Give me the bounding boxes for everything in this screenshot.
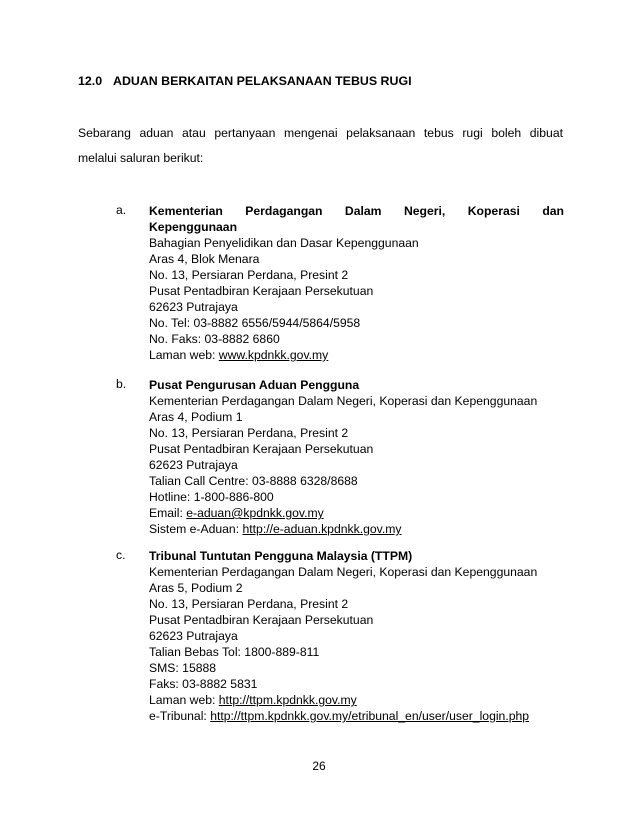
- entry-marker: a.: [116, 203, 127, 217]
- email-label: Email:: [149, 506, 187, 520]
- etribunal-line: [149, 708, 564, 724]
- entry-line: Aras 4, Podium 1: [149, 410, 243, 424]
- contact-entry-a: [116, 203, 564, 363]
- entry-line: 62623 Putrajaya: [149, 629, 238, 643]
- section-number: 12.0: [78, 74, 103, 88]
- website-link[interactable]: www.kpdnkk.gov.my: [218, 348, 329, 362]
- intro-paragraph: [78, 121, 563, 171]
- entry-line: No. 13, Persiaran Perdana, Presint 2: [149, 597, 349, 611]
- contact-entry-c: [116, 548, 564, 724]
- entry-line: Talian Call Centre: 03-8888 6328/8688: [149, 474, 358, 488]
- entry-title-continued: Kepenggunaan: [149, 220, 238, 234]
- section-heading: [78, 74, 412, 88]
- eaduan-line: [149, 521, 564, 537]
- contact-entry-b: [116, 377, 564, 537]
- entry-line: No. Faks: 03-8882 6860: [149, 332, 280, 346]
- entry-line: Aras 5, Podium 2: [149, 581, 243, 595]
- website-label: Laman web:: [149, 348, 219, 362]
- entry-line: Hotline: 1-800-886-800: [149, 490, 274, 504]
- entry-line: Pusat Pentadbiran Kerajaan Persekutuan: [149, 284, 374, 298]
- entry-line: No. Tel: 03-8882 6556/5944/5864/5958: [149, 316, 361, 330]
- entry-title: Tribunal Tuntutan Pengguna Malaysia (TTPM): [149, 549, 413, 563]
- email-line: [149, 505, 564, 521]
- entry-line: No. 13, Persiaran Perdana, Presint 2: [149, 268, 349, 282]
- entry-line: Pusat Pentadbiran Kerajaan Persekutuan: [149, 442, 374, 456]
- entry-line: No. 13, Persiaran Perdana, Presint 2: [149, 426, 349, 440]
- entry-line: Talian Bebas Tol: 1800-889-811: [149, 645, 320, 659]
- entry-line: 62623 Putrajaya: [149, 300, 238, 314]
- entry-marker: c.: [116, 548, 126, 562]
- etribunal-label: e-Tribunal:: [149, 709, 211, 723]
- page-number: 26: [312, 759, 326, 773]
- section-title: ADUAN BERKAITAN PELAKSANAAN TEBUS RUGI: [113, 74, 412, 88]
- intro-line-2: melalui saluran berikut:: [78, 151, 204, 165]
- entry-line: Kementerian Perdagangan Dalam Negeri, Koperasi dan Kepenggunaan: [149, 565, 538, 579]
- website-label: Laman web:: [149, 693, 219, 707]
- intro-line-1: Sebarang aduan atau pertanyaan mengenai pelaksanaan tebus rugi boleh dibuat: [78, 126, 563, 140]
- entry-line: Faks: 03-8882 5831: [149, 677, 258, 691]
- entry-title: Pusat Pengurusan Aduan Pengguna: [149, 378, 360, 392]
- website-line: [149, 347, 564, 363]
- email-link[interactable]: e-aduan@kpdnkk.gov.my: [186, 506, 324, 520]
- entry-line: Aras 4, Blok Menara: [149, 252, 260, 266]
- website-link[interactable]: http://ttpm.kpdnkk.gov.my: [218, 693, 357, 707]
- entry-line: Kementerian Perdagangan Dalam Negeri, Koperasi dan Kepenggunaan: [149, 394, 538, 408]
- entry-line: Pusat Pentadbiran Kerajaan Persekutuan: [149, 613, 374, 627]
- entry-line: SMS: 15888: [149, 661, 217, 675]
- entry-line: Bahagian Penyelidikan dan Dasar Kepenggunaan: [149, 236, 419, 250]
- website-line: [149, 692, 564, 708]
- etribunal-link[interactable]: http://ttpm.kpdnkk.gov.my/etribunal_en/user/user_login.php: [210, 709, 530, 723]
- entry-title: Kementerian Perdagangan Dalam Negeri, Koperasi dan: [149, 204, 564, 218]
- entry-marker: b.: [116, 377, 127, 391]
- entry-line: 62623 Putrajaya: [149, 458, 238, 472]
- eaduan-label: Sistem e-Aduan:: [149, 522, 243, 536]
- eaduan-link[interactable]: http://e-aduan.kpdnkk.gov.my: [242, 522, 402, 536]
